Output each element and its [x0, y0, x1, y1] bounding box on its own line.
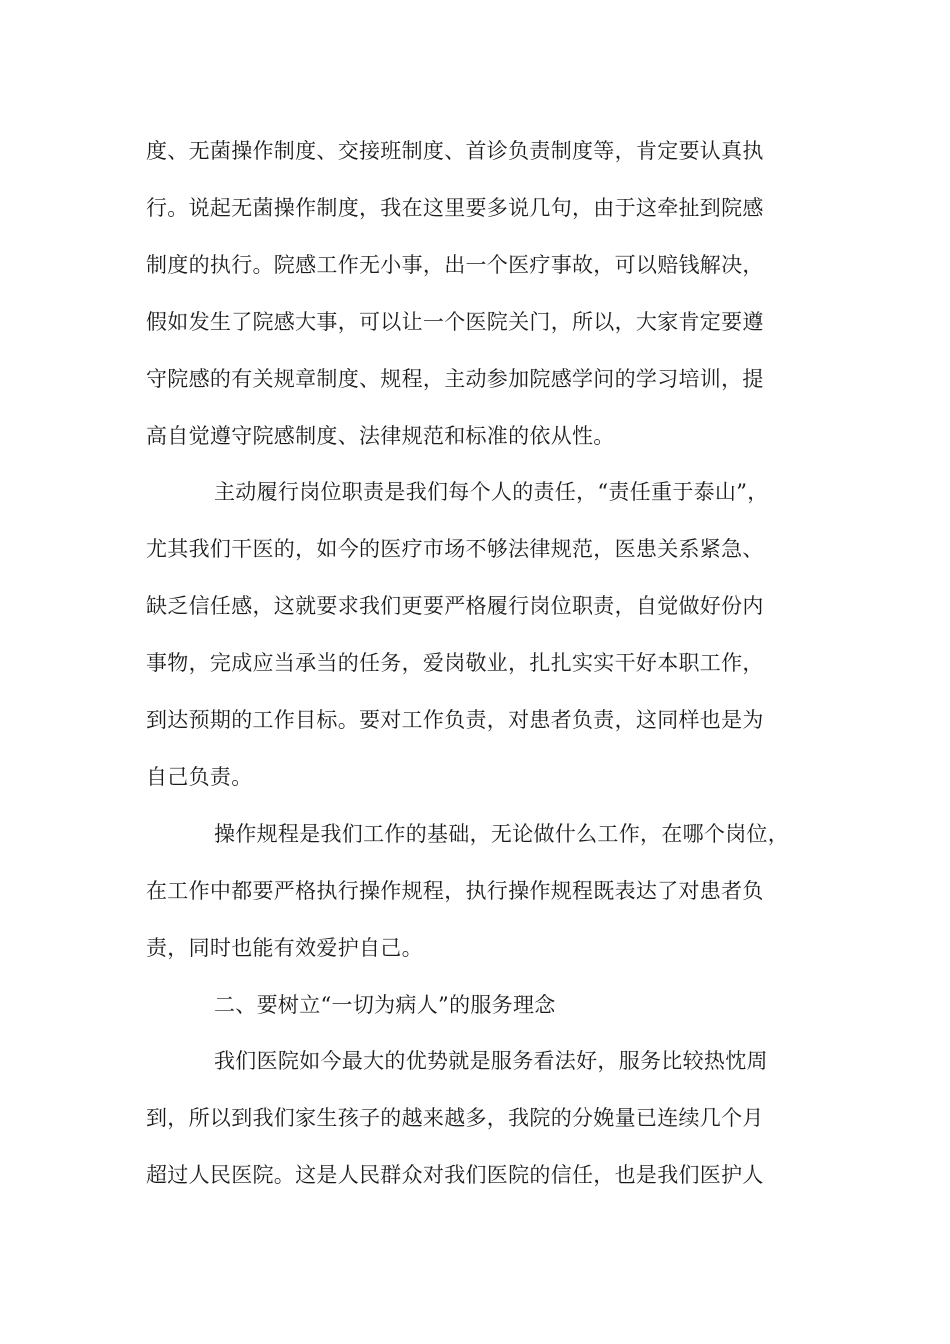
text-line: 度、无菌操作制度、交接班制度、首诊负责制度等，肯定要认真执	[146, 139, 764, 163]
text-line: 高自觉遵守院感制度、法律规范和标准的依从性。	[146, 424, 615, 448]
text-line: 制度的执行。院感工作无小事，出一个医疗事故，可以赔钱解决，	[146, 253, 764, 277]
text-line: 超过人民医院。这是人民群众对我们医院的信任，也是我们医护人	[146, 1163, 764, 1187]
text-line: 到达预期的工作目标。要对工作负责，对患者负责，这同样也是为	[146, 708, 764, 732]
text-line: 主动履行岗位职责是我们每个人的责任，“责任重于泰山”，	[214, 480, 769, 504]
text-line: 责，同时也能有效爱护自己。	[146, 936, 423, 960]
text-line: 缺乏信任感，这就要求我们更要严格履行岗位职责，自觉做好份内	[146, 594, 764, 618]
text-line: 假如发生了院感大事，可以让一个医院关门，所以，大家肯定要遵	[146, 310, 764, 334]
text-line: 我们医院如今最大的优势就是服务看法好，服务比较热忱周	[214, 1049, 768, 1073]
text-line: 自己负责。	[146, 765, 253, 789]
text-line: 守院感的有关规章制度、规程，主动参加院感学问的学习培训，提	[146, 367, 764, 391]
text-line: 二、要树立“一切为病人”的服务理念	[214, 993, 556, 1017]
text-line: 到，所以到我们家生孩子的越来越多，我院的分娩量已连续几个月	[146, 1106, 764, 1130]
text-line: 操作规程是我们工作的基础，无论做什么工作，在哪个岗位，	[214, 822, 790, 846]
text-line: 在工作中都要严格执行操作规程，执行操作规程既表达了对患者负	[146, 879, 764, 903]
text-line: 行。说起无菌操作制度，我在这里要多说几句，由于这牵扯到院感	[146, 196, 764, 220]
text-line: 事物，完成应当承当的任务，爱岗敬业，扎扎实实干好本职工作，	[146, 651, 764, 675]
text-line: 尤其我们干医的，如今的医疗市场不够法律规范，医患关系紧急、	[146, 537, 764, 561]
